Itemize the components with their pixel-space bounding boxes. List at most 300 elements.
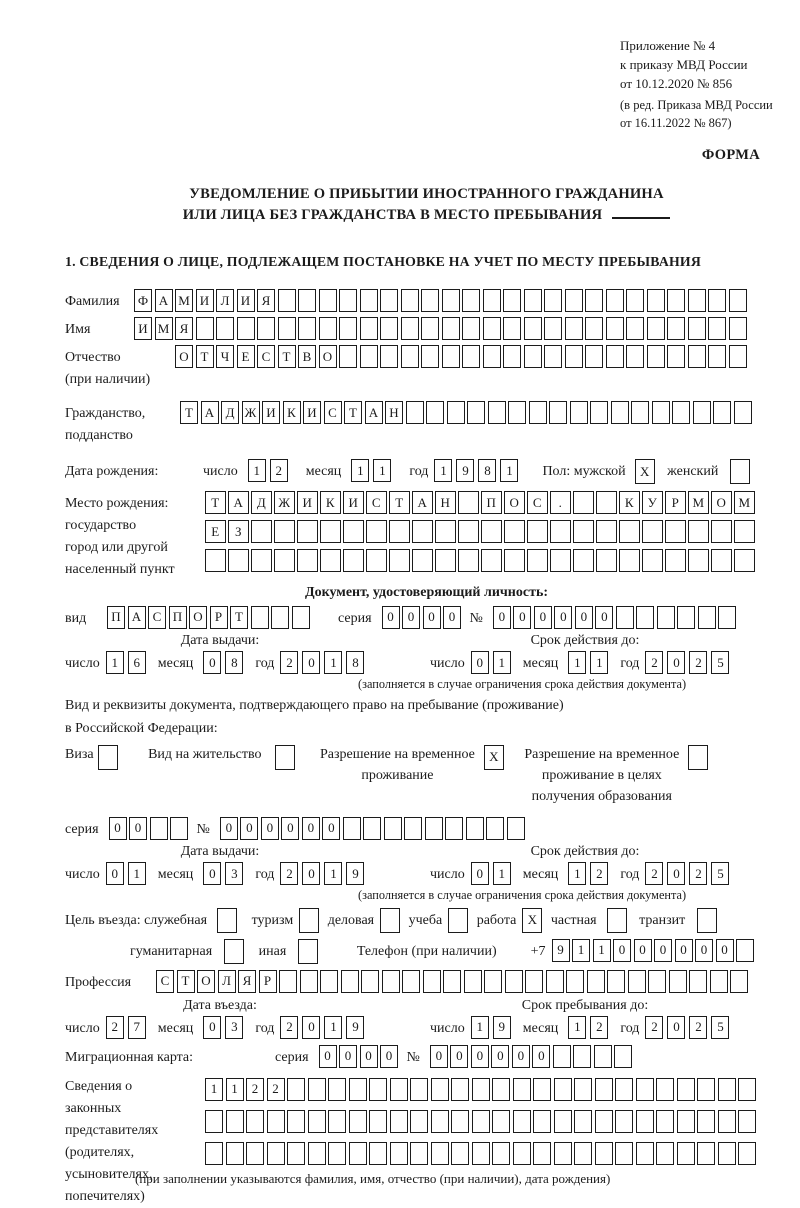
permit-issue-month-field[interactable] [203,862,247,885]
form-cell[interactable]: Ж [242,401,260,424]
entry-day-field[interactable] [106,1016,150,1039]
form-cell[interactable] [278,289,296,312]
form-cell[interactable] [566,970,584,993]
form-cell[interactable]: Л [216,289,234,312]
form-cell[interactable] [708,289,726,312]
form-cell[interactable] [279,970,297,993]
form-cell[interactable]: А [155,289,173,312]
form-cell[interactable] [442,289,460,312]
form-cell[interactable] [525,970,543,993]
form-cell[interactable] [492,1110,510,1133]
form-cell[interactable] [298,289,316,312]
form-cell[interactable]: Ф [134,289,152,312]
form-cell[interactable]: П [107,606,125,629]
form-cell[interactable]: 0 [109,817,127,840]
form-cell[interactable] [205,1142,223,1165]
purpose-business-checkbox[interactable] [380,908,403,933]
form-cell[interactable] [401,317,419,340]
form-cell[interactable] [488,401,506,424]
form-cell[interactable] [486,817,504,840]
form-cell[interactable] [366,549,387,572]
form-cell[interactable] [710,970,728,993]
form-cell[interactable] [524,289,542,312]
form-cell[interactable] [574,1142,592,1165]
form-cell[interactable] [595,1078,613,1101]
form-cell[interactable]: М [155,317,173,340]
form-cell[interactable] [339,289,357,312]
form-cell[interactable]: 0 [675,939,693,962]
form-cell[interactable] [267,1142,285,1165]
form-cell[interactable] [297,549,318,572]
form-cell[interactable]: Я [257,289,275,312]
form-cell[interactable]: И [262,401,280,424]
form-cell[interactable] [573,491,594,514]
form-cell[interactable] [574,1078,592,1101]
form-cell[interactable] [711,520,732,543]
form-cell[interactable] [615,1110,633,1133]
form-cell[interactable]: 0 [532,1045,550,1068]
form-cell[interactable]: А [365,401,383,424]
form-cell[interactable]: 0 [261,817,279,840]
residence-permit-checkbox[interactable] [275,745,298,770]
form-cell[interactable] [672,401,690,424]
form-cell[interactable]: 1 [324,651,342,674]
form-cell[interactable] [483,345,501,368]
form-cell[interactable] [546,970,564,993]
form-cell[interactable] [554,1142,572,1165]
form-cell[interactable] [508,401,526,424]
form-cell[interactable] [360,289,378,312]
form-cell[interactable] [349,1078,367,1101]
form-cell[interactable] [636,1110,654,1133]
form-cell[interactable] [369,1078,387,1101]
form-cell[interactable] [626,289,644,312]
form-cell[interactable] [287,1142,305,1165]
form-cell[interactable] [565,345,583,368]
form-cell[interactable] [606,345,624,368]
form-cell[interactable]: Т [230,606,248,629]
form-cell[interactable] [688,745,708,770]
form-cell[interactable]: 0 [339,1045,357,1068]
form-cell[interactable] [492,1078,510,1101]
form-cell[interactable]: 3 [225,862,243,885]
form-cell[interactable] [677,1110,695,1133]
form-cell[interactable] [226,1110,244,1133]
form-cell[interactable]: Р [259,970,277,993]
form-cell[interactable]: 3 [225,1016,243,1039]
form-cell[interactable] [507,817,525,840]
form-cell[interactable] [328,1142,346,1165]
form-cell[interactable] [443,970,461,993]
birth-place-field-row2[interactable] [205,520,757,543]
form-cell[interactable] [481,520,502,543]
form-cell[interactable]: Т [389,491,410,514]
form-cell[interactable] [565,289,583,312]
form-cell[interactable]: 0 [430,1045,448,1068]
form-cell[interactable]: Т [344,401,362,424]
form-cell[interactable] [590,401,608,424]
form-cell[interactable]: 0 [471,1045,489,1068]
form-cell[interactable] [341,970,359,993]
form-cell[interactable]: 0 [360,1045,378,1068]
form-cell[interactable] [718,1142,736,1165]
doc-number-field[interactable] [493,606,739,629]
form-cell[interactable] [738,1078,756,1101]
sex-male-checkbox[interactable] [635,459,658,484]
form-cell[interactable] [205,1110,223,1133]
form-cell[interactable] [361,970,379,993]
form-cell[interactable] [366,520,387,543]
form-cell[interactable] [708,317,726,340]
form-cell[interactable]: О [711,491,732,514]
form-cell[interactable]: 2 [590,862,608,885]
form-cell[interactable]: 1 [205,1078,223,1101]
form-cell[interactable]: Л [218,970,236,993]
form-cell[interactable] [533,1110,551,1133]
form-cell[interactable] [299,908,319,933]
form-cell[interactable] [504,549,525,572]
form-cell[interactable]: В [298,345,316,368]
form-cell[interactable] [718,1110,736,1133]
form-cell[interactable] [570,401,588,424]
form-cell[interactable] [339,345,357,368]
form-cell[interactable] [619,549,640,572]
form-cell[interactable]: 0 [443,606,461,629]
form-cell[interactable] [573,549,594,572]
stay-month-field[interactable] [568,1016,612,1039]
form-cell[interactable] [596,520,617,543]
form-cell[interactable] [527,549,548,572]
stay-year-field[interactable] [645,1016,733,1039]
form-cell[interactable] [626,317,644,340]
form-cell[interactable] [698,606,716,629]
permit-valid-month-field[interactable] [568,862,612,885]
form-cell[interactable]: 5 [711,651,729,674]
form-cell[interactable]: 2 [689,862,707,885]
form-cell[interactable]: С [366,491,387,514]
form-cell[interactable]: 1 [493,651,511,674]
form-cell[interactable] [228,549,249,572]
form-cell[interactable]: К [619,491,640,514]
form-cell[interactable]: 9 [456,459,474,482]
citizenship-field[interactable] [180,401,754,424]
form-cell[interactable]: 0 [512,1045,530,1068]
form-cell[interactable] [718,606,736,629]
form-cell[interactable] [647,317,665,340]
form-cell[interactable]: Я [175,317,193,340]
form-cell[interactable]: 0 [423,606,441,629]
form-cell[interactable] [533,1078,551,1101]
form-cell[interactable] [504,520,525,543]
purpose-work-checkbox[interactable] [522,908,545,933]
form-cell[interactable] [339,317,357,340]
form-cell[interactable] [320,520,341,543]
form-cell[interactable]: С [527,491,548,514]
form-cell[interactable]: 1 [593,939,611,962]
form-cell[interactable] [736,939,754,962]
form-cell[interactable]: 0 [450,1045,468,1068]
form-cell[interactable] [298,939,318,964]
form-cell[interactable]: 8 [346,651,364,674]
form-cell[interactable]: Д [221,401,239,424]
form-cell[interactable] [734,401,752,424]
form-cell[interactable]: 1 [324,1016,342,1039]
form-cell[interactable] [410,1078,428,1101]
form-cell[interactable] [481,549,502,572]
form-cell[interactable] [647,345,665,368]
legal-rep-field-row2[interactable] [205,1110,759,1133]
form-cell[interactable]: 0 [203,862,221,885]
form-cell[interactable] [421,345,439,368]
form-cell[interactable] [360,345,378,368]
form-cell[interactable] [513,1142,531,1165]
form-cell[interactable]: 2 [267,1078,285,1101]
form-cell[interactable] [550,549,571,572]
form-cell[interactable]: 1 [500,459,518,482]
form-cell[interactable] [647,289,665,312]
form-cell[interactable] [458,491,479,514]
form-cell[interactable] [544,289,562,312]
birth-place-field-row1[interactable] [205,491,757,514]
form-cell[interactable] [425,817,443,840]
surname-field[interactable] [134,289,749,312]
form-cell[interactable] [217,908,237,933]
form-cell[interactable] [431,1142,449,1165]
form-cell[interactable]: 0 [129,817,147,840]
form-cell[interactable]: 1 [568,862,586,885]
form-cell[interactable] [729,345,747,368]
form-cell[interactable] [251,549,272,572]
birth-day-field[interactable] [248,459,292,482]
form-cell[interactable] [483,317,501,340]
form-cell[interactable]: И [237,289,255,312]
form-cell[interactable] [607,970,625,993]
form-cell[interactable] [677,606,695,629]
form-cell[interactable]: 1 [373,459,391,482]
form-cell[interactable] [308,1110,326,1133]
form-cell[interactable] [447,401,465,424]
form-cell[interactable]: Я [238,970,256,993]
form-cell[interactable] [292,606,310,629]
form-cell[interactable]: О [175,345,193,368]
form-cell[interactable]: А [201,401,219,424]
form-cell[interactable] [656,1078,674,1101]
form-cell[interactable] [257,317,275,340]
form-cell[interactable] [693,401,711,424]
doc-issue-day-field[interactable] [106,651,150,674]
form-cell[interactable] [665,549,686,572]
form-cell[interactable]: И [196,289,214,312]
form-cell[interactable]: X [522,908,542,933]
form-cell[interactable] [503,317,521,340]
form-cell[interactable]: 1 [434,459,452,482]
form-cell[interactable] [472,1078,490,1101]
form-cell[interactable]: 0 [595,606,613,629]
form-cell[interactable]: 0 [220,817,238,840]
form-cell[interactable]: 1 [568,651,586,674]
form-cell[interactable] [462,317,480,340]
doc-issue-year-field[interactable] [280,651,368,674]
legal-rep-field-row3[interactable] [205,1142,759,1165]
form-cell[interactable] [689,970,707,993]
form-cell[interactable]: 2 [645,651,663,674]
form-cell[interactable]: X [635,459,655,484]
form-cell[interactable]: 7 [128,1016,146,1039]
form-cell[interactable] [596,549,617,572]
form-cell[interactable] [442,317,460,340]
form-cell[interactable] [462,289,480,312]
form-cell[interactable] [390,1110,408,1133]
form-cell[interactable] [529,401,547,424]
form-cell[interactable]: П [169,606,187,629]
form-cell[interactable] [607,908,627,933]
form-cell[interactable] [410,1142,428,1165]
form-cell[interactable] [401,345,419,368]
form-cell[interactable] [267,1110,285,1133]
form-cell[interactable] [297,520,318,543]
doc-type-field[interactable] [107,606,312,629]
doc-valid-month-field[interactable] [568,651,612,674]
form-cell[interactable] [451,1142,469,1165]
form-cell[interactable] [216,317,234,340]
form-cell[interactable]: К [320,491,341,514]
form-cell[interactable] [483,289,501,312]
form-cell[interactable] [349,1110,367,1133]
form-cell[interactable]: Д [251,491,272,514]
form-cell[interactable]: 0 [667,1016,685,1039]
form-cell[interactable] [150,817,168,840]
form-cell[interactable]: 2 [106,1016,124,1039]
visa-checkbox[interactable] [98,745,121,770]
form-cell[interactable]: . [550,491,571,514]
form-cell[interactable]: 9 [493,1016,511,1039]
form-cell[interactable] [549,401,567,424]
form-cell[interactable]: 6 [128,651,146,674]
form-cell[interactable]: 2 [280,1016,298,1039]
form-cell[interactable]: И [343,491,364,514]
form-cell[interactable]: 0 [302,651,320,674]
form-cell[interactable] [343,520,364,543]
form-cell[interactable] [426,401,444,424]
form-cell[interactable] [636,1078,654,1101]
form-cell[interactable] [458,549,479,572]
form-cell[interactable]: И [303,401,321,424]
form-cell[interactable]: 0 [203,651,221,674]
education-residence-checkbox[interactable] [688,745,711,770]
form-cell[interactable] [615,1078,633,1101]
form-cell[interactable]: А [412,491,433,514]
form-cell[interactable] [298,317,316,340]
form-cell[interactable]: 9 [346,862,364,885]
form-cell[interactable] [657,606,675,629]
form-cell[interactable] [524,345,542,368]
form-cell[interactable]: Н [385,401,403,424]
purpose-official-checkbox[interactable] [217,908,240,933]
form-cell[interactable] [734,549,755,572]
form-cell[interactable]: 2 [280,862,298,885]
form-cell[interactable]: Т [205,491,226,514]
form-cell[interactable] [711,549,732,572]
form-cell[interactable]: 0 [534,606,552,629]
form-cell[interactable] [669,970,687,993]
form-cell[interactable] [585,345,603,368]
form-cell[interactable] [553,1045,571,1068]
form-cell[interactable]: 0 [382,606,400,629]
form-cell[interactable] [677,1078,695,1101]
form-cell[interactable]: Р [665,491,686,514]
permit-valid-year-field[interactable] [645,862,733,885]
form-cell[interactable] [688,549,709,572]
form-cell[interactable] [431,1110,449,1133]
form-cell[interactable]: 0 [667,862,685,885]
form-cell[interactable] [503,345,521,368]
purpose-study-checkbox[interactable] [448,908,471,933]
form-cell[interactable] [595,1142,613,1165]
form-cell[interactable] [170,817,188,840]
form-cell[interactable] [308,1078,326,1101]
form-cell[interactable] [384,817,402,840]
entry-month-field[interactable] [203,1016,247,1039]
form-cell[interactable] [390,1078,408,1101]
form-cell[interactable]: 0 [654,939,672,962]
form-cell[interactable] [435,520,456,543]
form-cell[interactable]: Т [278,345,296,368]
form-cell[interactable] [573,1045,591,1068]
phone-field[interactable] [552,939,757,962]
form-cell[interactable]: 5 [711,1016,729,1039]
form-cell[interactable] [466,817,484,840]
form-cell[interactable]: 1 [106,651,124,674]
form-cell[interactable] [574,1110,592,1133]
form-cell[interactable] [448,908,468,933]
purpose-tourism-checkbox[interactable] [299,908,322,933]
form-cell[interactable] [688,317,706,340]
form-cell[interactable]: 0 [281,817,299,840]
form-cell[interactable]: 1 [128,862,146,885]
form-cell[interactable]: 8 [225,651,243,674]
legal-rep-field-row1[interactable] [205,1078,759,1101]
form-cell[interactable] [196,317,214,340]
form-cell[interactable]: М [734,491,755,514]
form-cell[interactable] [412,520,433,543]
form-cell[interactable] [343,817,361,840]
form-cell[interactable] [274,549,295,572]
form-cell[interactable] [738,1142,756,1165]
form-cell[interactable] [606,289,624,312]
temporary-residence-checkbox[interactable] [484,745,507,770]
form-cell[interactable]: 0 [106,862,124,885]
form-cell[interactable] [431,1078,449,1101]
form-cell[interactable]: З [228,520,249,543]
form-cell[interactable]: 0 [380,1045,398,1068]
form-cell[interactable] [401,289,419,312]
form-cell[interactable] [328,1110,346,1133]
form-cell[interactable] [389,520,410,543]
form-cell[interactable] [585,317,603,340]
form-cell[interactable] [406,401,424,424]
form-cell[interactable] [205,549,226,572]
form-cell[interactable] [451,1078,469,1101]
form-cell[interactable] [573,520,594,543]
form-cell[interactable]: А [128,606,146,629]
form-cell[interactable] [611,401,629,424]
form-cell[interactable] [697,1110,715,1133]
doc-valid-year-field[interactable] [645,651,733,674]
form-cell[interactable] [544,345,562,368]
form-cell[interactable] [380,345,398,368]
permit-valid-day-field[interactable] [471,862,515,885]
birth-month-field[interactable] [351,459,395,482]
